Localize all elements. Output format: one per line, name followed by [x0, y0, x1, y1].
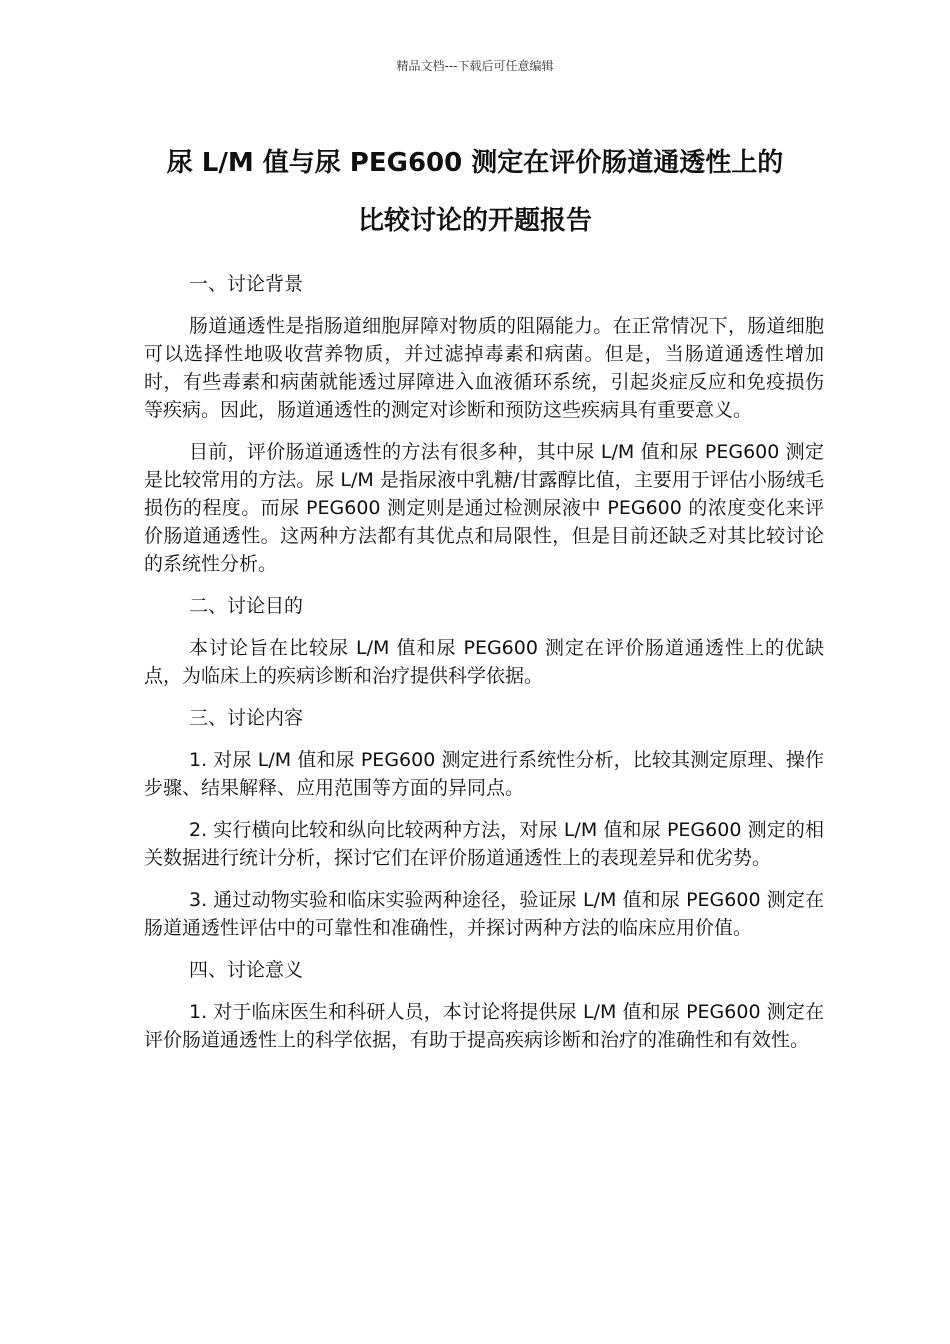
document-body [144, 270, 824, 1068]
paragraph-background-2: 目前，评价肠道通透性的方法有很多种，其中尿 L/M 值和尿 PEG600 测定是比较常用的方法。尿 L/M 是指尿液中乳糖/甘露醇比值，主要用于评估小肠绒毛损伤的程度。而尿 PEG600 测定则是通过检测尿液中 PEG600 的浓度变化来评价肠道通透性。这两种方法都有其优点和局限性，但是目前还缺乏对其比较讨论的系统性分析。 [144, 441, 824, 575]
page-title [120, 134, 830, 250]
section-heading-background: 一、讨论背景 [189, 273, 304, 295]
section-heading-purpose: 二、讨论目的 [189, 595, 304, 617]
paragraph-purpose-1: 本讨论旨在比较尿 L/M 值和尿 PEG600 测定在评价肠道通透性上的优缺点，为临床上的疾病诊断和治疗提供科学依据。 [144, 637, 824, 687]
header-note: 精品文档---下载后可任意编辑 [396, 59, 554, 73]
section-heading-significance: 四、讨论意义 [189, 959, 304, 981]
paragraph-content-1: 1. 对尿 L/M 值和尿 PEG600 测定进行系统性分析，比较其测定原理、操作步骤、结果解释、应用范围等方面的异同点。 [144, 749, 824, 799]
paragraph-content-2: 2. 实行横向比较和纵向比较两种方法，对尿 L/M 值和尿 PEG600 测定的相关数据进行统计分析，探讨它们在评价肠道通透性上的表现差异和优劣势。 [144, 819, 824, 869]
title-line-1: 尿 L/M 值与尿 PEG600 测定在评价肠道通透性上的 [166, 148, 784, 178]
paragraph-significance-1: 1. 对于临床医生和科研人员，本讨论将提供尿 L/M 值和尿 PEG600 测定在评价肠道通透性上的科学依据，有助于提高疾病诊断和治疗的准确性和有效性。 [144, 1001, 824, 1051]
paragraph-background-1: 肠道通透性是指肠道细胞屏障对物质的阻隔能力。在正常情况下，肠道细胞可以选择性地吸收营养物质，并过滤掉毒素和病菌。但是，当肠道通透性增加时，有些毒素和病菌就能透过屏障进入血液循环系统，引起炎症反应和免疫损伤等疾病。因此，肠道通透性的测定对诊断和预防这些疾病具有重要意义。 [144, 315, 824, 421]
title-line-2: 比较讨论的开题报告 [357, 206, 592, 236]
paragraph-content-3: 3. 通过动物实验和临床实验两种途径，验证尿 L/M 值和尿 PEG600 测定在肠道通透性评估中的可靠性和准确性，并探讨两种方法的临床应用价值。 [144, 889, 824, 939]
section-heading-content: 三、讨论内容 [189, 707, 304, 729]
